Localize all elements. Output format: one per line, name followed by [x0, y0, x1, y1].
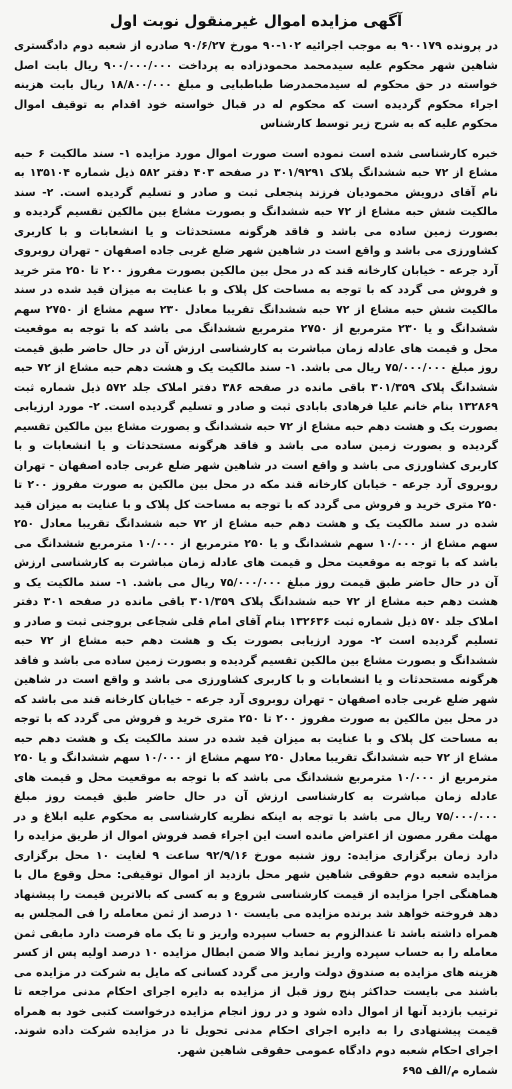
- notice-title: آگهی مزایده اموال غیرمنقول نوبت اول: [109, 12, 403, 30]
- notice-intro: در پرونده ۹۰۰۱۷۹ به موجب اجرائیه ۱۰۲-۹۰ مورخ ۹۰/۶/۲۷ صادره از شعبه دوم دادگستری شاهین شهر محکوم علیه سیدمحمد محمودزاده به پرداخت ۹۰۰/۰۰۰/۰۰۰ ریال بابت اصل خواسته در حق محکوم له سیدمحمدرضا طباطبایی و مبلغ ۱۸/۸۰۰/۰۰۰ ریال بابت هزینه اجراء محکوم گردیده است که محکوم له در قبال خواسته خود اقدام به توقیف اموال محکوم علیه که به شرح زیر توسط کارشناس: [14, 39, 498, 130]
- notice-body: خبره کارشناسی شده است نموده است صورت اموال مورد مزایده ۱- سند مالکیت ۶ حبه مشاع از ۷۲ حبه ششدانگ پلاک ۳۰۱/۹۲۹۱ در صفحه ۴۰۳ دفتر ۵۸۲ ذیل شماره ۱۳۵۱۰۴ به نام آقای درویش محمودیان فرزند پنجعلی ثبت و صادر و تسلیم گردیده است. ۲- سند مالکیت شش حبه مشاع از ۷۲ حبه ششدانگ و بصورت مشاع بین مالکین تقسیم گردیده و بصورت زمین ساده می باشد و فاقد هرگونه مستحدثات و یا انشعابات و با کاربری کشاورزی می باشد و واقع است در شاهین شهر ضلع غربی جاده اصفهان - تهران روبروی آرد جرعه - خیابان کارخانه قند که در محل بین مالکین بصورت مفروز ۲۰۰ تا ۲۵۰ متر خرید و فروش می گردد که با توجه به مساحت کل پلاک و با عنایت به میزان قید شده در سند مالکیت شش حبه مشاع از ۷۲ حبه ششدانگ تقریبا معادل ۲۳۰ سهم مشاع از ۲۷۵۰ سهم ششدانگ و یا ۲۳۰ مترمربع از ۲۷۵۰ مترمربع ششدانگ می باشد که با توجه به موقعیت محل و قیمت های عادله زمان مباشرت به کارشناسی ارزش آن در حال حاضر طبق قیمت روز مبلغ ۷۵/۰۰۰/۰۰۰ ریال می باشد. ۱- سند مالکیت یک و هشت دهم حبه مشاع از ۷۲ حبه ششدانگ پلاک ۳۰۱/۳۵۹ باقی مانده در صفحه ۳۸۶ دفتر املاک جلد ۵۷۲ ذیل شماره ثبت ۱۳۲۸۶۹ بنام خانم علیا فرهادی بابادی ثبت و صادر و تسلیم گردیده است. ۲- مورد ارزیابی بصورت یک و هشت دهم حبه مشاع از ۷۲ حبه ششدانگ و بصورت مشاع بین مالکین تقسیم گردیده و بصورت زمین ساده می باشد و فاقد هرگونه مستحدثات و یا انشعابات و با کاربری کشاورزی می باشد و واقع است در شاهین شهر ضلع غربی جاده اصفهان - تهران روبروی آرد جرعه - خیابان کارخانه قند مکه در محل بین مالکین به صورت مفروز ۲۰۰ تا ۲۵۰ متری خرید و فروش می گردد که با توجه به مساحت کل پلاک و با عنایت به میزان قید شده در سند مالکیت یک و هشت دهم حبه مشاع از ۷۲ حبه ششدانگ تقریبا معادل ۲۵۰ سهم مشاع از ۱۰/۰۰۰ سهم ششدانگ و یا ۲۵۰ مترمربع از ۱۰/۰۰۰ مترمربع ششدانگ می باشد که با توجه به موقعیت محل و قیمت های عادله زمان مباشرت به کارشناسی ارزش آن در حال حاضر طبق قیمت روز مبلغ ۷۵/۰۰۰/۰۰۰ ریال می باشد. ۱- سند مالکیت یک و هشت دهم حبه مشاع از ۷۲ حبه ششدانگ پلاک ۳۰۱/۳۵۹ باقی مانده در صفحه ۳۰۱ دفتر املاک جلد ۵۷۰ ذیل شماره ثبت ۱۳۲۶۳۶ بنام آقای امام قلی شجاعی بروجنی ثبت و صادر و تسلیم گردیده است ۲- مورد ارزیابی بصورت یک و هشت دهم حبه مشاع از ۷۲ حبه ششدانگ و بصورت مشاع بین مالکین تقسیم گردیده و بصورت زمین ساده می باشد و فاقد هرگونه مستحدثات و یا انشعابات و با کاربری کشاورزی می باشد و واقع است در شاهین شهر ضلع غربی جاده اصفهان - تهران روبروی آرد جرعه - خیابان کارخانه قند می باشد که در محل بین مالکین به صورت مفروز ۲۰۰ تا ۲۵۰ متری خرید و فروش می گردد که با توجه به مساحت کل پلاک و با عنایت به میزان قید شده در سند مالکیت یک و هشت دهم حبه مشاع از ۷۲ حبه ششدانگ تقریبا معادل ۲۵۰ سهم مشاع از ۱۰/۰۰۰ سهم ششدانگ و یا ۲۵۰ مترمربع از ۱۰/۰۰۰ مترمربع ششدانگ می باشد که با توجه به موقعیت محل و قیمت های عادله زمان مباشرت به کارشناسی ارزش آن در حال حاضر طبق قیمت روز مبلغ ۷۵/۰۰۰/۰۰۰ ریال می باشد با توجه به اینکه نظریه کارشناسی به محکوم علیه ابلاغ و در مهلت مقرر مصون از اعتراض مانده است این اجراء قصد فروش اموال از طریق مزایده را دارد زمان برگزاری مزایده: روز شنبه مورخ ۹۲/۹/۱۶ ساعت ۹ لغایت ۱۰ محل برگزاری مزایده شعبه دوم حقوقی شاهین شهر محل بازدید از اموال توقیفی: محل وقوع مال با هماهنگی اجرا مزایده از قیمت کارشناسی شروع و به کسی که بالاترین قیمت را پیشنهاد دهد فروخته خواهد شد برنده مزایده می بایست ۱۰ درصد از ثمن معامله را فی المجلس به همراه داشته باشد تا عندالزوم به حساب سپرده واریز و تا یک ماه فرصت دارد مابقی ثمن معامله را به حساب سپرده واریز نماید والا ضمن ابطال مزایده ۱۰ درصد اولیه پس از کسر هزینه های مزایده به صندوق دولت واریز می گردد کسانی که مایل به شرکت در مزایده می باشند می بایست حداکثر پنج روز قبل از مزایده به دایره اجرای احکام مدنی مراجعه تا ترتیب بازدید آنها از اموال داده شود و در روز انجام مزایده درخواست کتبی خود به همراه قیمت پیشنهادی را به دایره اجرای احکام مدنی تحویل تا در مزایده شرکت داده شوند. اجرای احکام شعبه دوم دادگاه عمومی حقوقی شاهین شهر.: [14, 146, 499, 1057]
- notice-reference-number: شماره م/الف ۶۹۵: [401, 1064, 498, 1077]
